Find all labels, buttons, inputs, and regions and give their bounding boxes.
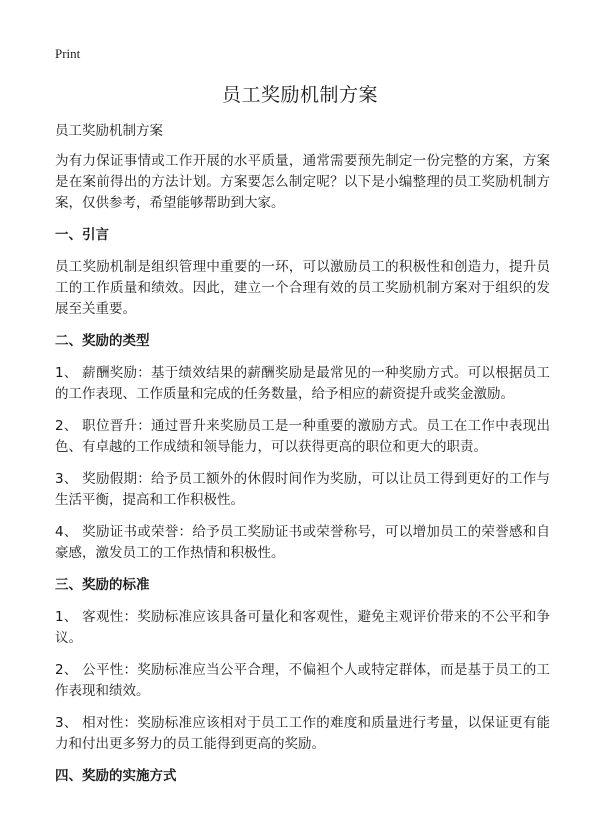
section-paragraph: 1、 薪酬奖励：基于绩效结果的薪酬奖励是最常见的一种奖励方式。可以根据员工的工作表现、工作质量和完成的任务数量，给予相应的薪资提升或奖金激励。	[55, 365, 550, 402]
section-paragraph: 3、 相对性：奖励标准应该相对于员工工作的难度和质量进行考量，以保证更有能力和付出更多努力的员工能得到更高的奖励。	[55, 715, 550, 752]
print-link[interactable]: Print	[55, 46, 81, 61]
section-heading-intro: 一、引言	[55, 227, 109, 243]
section-heading-implementation: 四、奖励的实施方式	[55, 768, 177, 784]
document-body	[55, 121, 550, 798]
section-heading-reward-standards: 三、奖励的标准	[55, 577, 150, 593]
section-paragraph: 员工奖励机制是组织管理中重要的一环，可以激励员工的积极性和创造力，提升员工的工作质量和绩效。因此，建立一个合理有效的员工奖励机制方案对于组织的发展至关重要。	[55, 259, 550, 317]
section-paragraph: 2、 职位晋升：通过晋升来奖励员工是一种重要的激励方式。员工在工作中表现出色、有卓越的工作成绩和领导能力，可以获得更高的职位和更大的职责。	[55, 418, 550, 455]
document-subtitle: 员工奖励机制方案	[55, 123, 163, 139]
section-heading-reward-types: 二、奖励的类型	[55, 333, 150, 349]
section-paragraph: 2、 公平性：奖励标准应当公平合理，不偏袒个人或特定群体，而是基于员工的工作表现和绩效。	[55, 662, 550, 699]
section-paragraph: 4、 奖励证书或荣誉：给予员工奖励证书或荣誉称号，可以增加员工的荣誉感和自豪感，激发员工的工作热情和积极性。	[55, 524, 550, 561]
section-paragraph: 1、 客观性：奖励标准应该具备可量化和客观性，避免主观评价带来的不公平和争议。	[55, 609, 550, 646]
page-title: 员工奖励机制方案	[221, 84, 378, 106]
intro-paragraph: 为有力保证事情或工作开展的水平质量，通常需要预先制定一份完整的方案，方案是在案前得出的方法计划。方案要怎么制定呢？以下是小编整理的员工奖励机制方案，仅供参考，希望能够帮助到大家。	[55, 153, 550, 211]
section-paragraph: 3、 奖励假期：给予员工额外的休假时间作为奖励，可以让员工得到更好的工作与生活平衡，提高和工作积极性。	[55, 471, 550, 508]
